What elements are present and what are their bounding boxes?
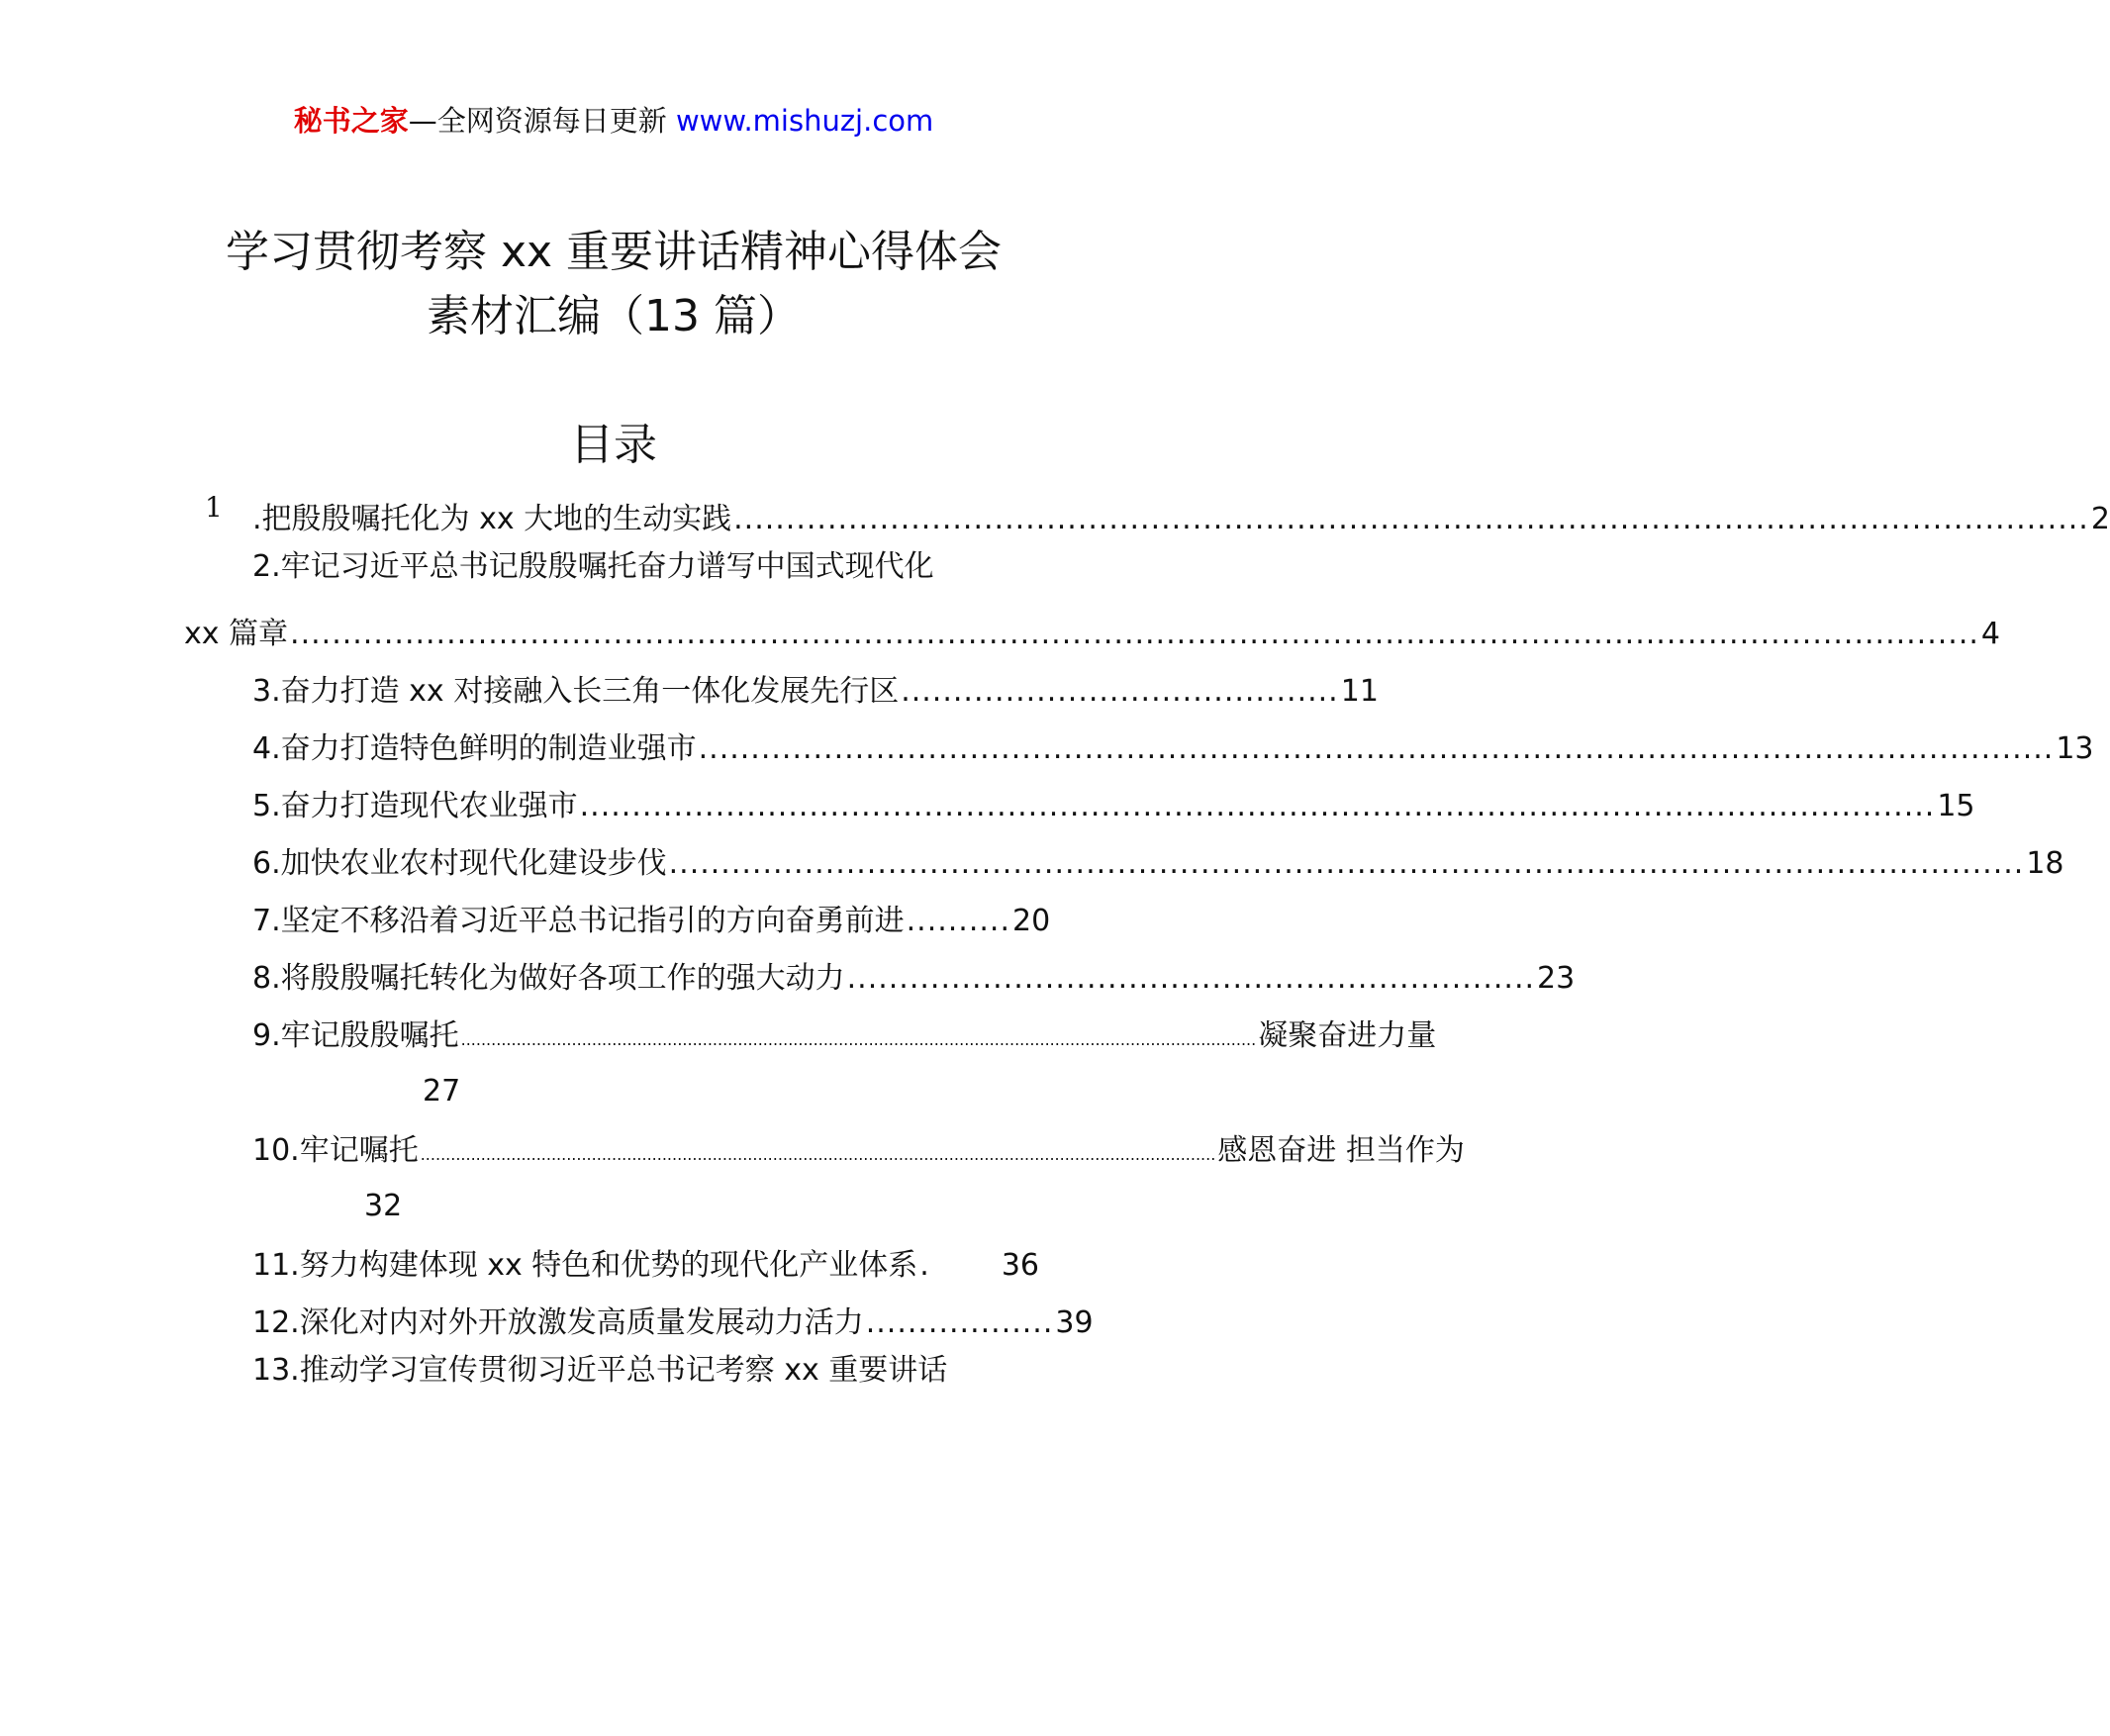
toc-entry-page: 13 xyxy=(2056,731,2094,766)
toc-entry[interactable] xyxy=(252,892,1051,941)
toc-entry[interactable] xyxy=(252,1351,1039,1400)
toc-entry-label: 3.奋力打造 xx 对接融入长三角一体化发展先行区 xyxy=(252,674,900,709)
site-url-link[interactable]: www.mishuzj.com xyxy=(675,104,934,138)
toc-entry-page: 20 xyxy=(1012,904,1051,938)
toc-entry-page: 2 xyxy=(2090,502,2110,536)
toc-entry-page: 15 xyxy=(1937,789,1975,823)
toc-entry-label-suffix: 凝聚奋进力量 xyxy=(1258,1018,1437,1053)
toc-leader-dots: .................................................................................................................................. xyxy=(668,846,2025,881)
header-tagline: —全网资源每日更新 xyxy=(408,104,667,138)
brand-name: 秘书之家 xyxy=(293,104,409,138)
toc-entry-label: 5.奋力打造现代农业强市 xyxy=(252,789,578,823)
toc-entry-page: 11 xyxy=(1340,674,1379,709)
toc-entry-label: 6.加快农业农村现代化建设步伐 xyxy=(252,846,667,881)
toc-leader-dots: .............................................................................................................................................................. xyxy=(420,1145,1216,1164)
toc-entry[interactable] xyxy=(252,834,2064,884)
toc-entry-page[interactable]: 27 xyxy=(423,1074,461,1109)
toc-leader-dots: .............................................................................................................................................................. xyxy=(460,1030,1257,1049)
toc-entry-label: 12.深化对内对外开放激发高质量发展动力活力 xyxy=(252,1305,864,1340)
toc-entry[interactable] xyxy=(252,1007,1437,1056)
toc-entry-page: 39 xyxy=(1055,1305,1094,1340)
toc-leader-dots: .......................................... xyxy=(901,674,1339,709)
toc-entry[interactable] xyxy=(252,720,2094,769)
toc-heading: 目录 xyxy=(570,420,657,470)
toc-entry[interactable] xyxy=(252,662,1379,712)
toc-entry-label-suffix: 感恩奋进 担当作为 xyxy=(1217,1133,1465,1168)
toc-entry-page[interactable]: 32 xyxy=(364,1189,403,1223)
toc-leader-dots: .................................................................................................................................................................. xyxy=(290,617,1979,651)
toc-entry-label: 9.牢记殷殷嘱托 xyxy=(252,1018,459,1053)
document-title-line-2: 素材汇编（13 篇） xyxy=(427,291,801,341)
toc-entry[interactable] xyxy=(252,490,2110,539)
toc-entry[interactable] xyxy=(252,1294,1094,1343)
toc-entry[interactable] xyxy=(252,777,1975,826)
toc-entry-label: 10.牢记嘱托 xyxy=(252,1133,419,1168)
toc-leader-dots: .................................................................................................................................. xyxy=(698,731,2055,766)
toc-entry-label: .把殷殷嘱托化为 xx 大地的生动实践 xyxy=(252,502,732,536)
toc-entry[interactable] xyxy=(252,547,1039,597)
toc-entry[interactable] xyxy=(252,1236,1039,1286)
toc-entry-label: 11.努力构建体现 xx 特色和优势的现代化产业体系 xyxy=(252,1248,918,1283)
toc-entry-label: 13.推动学习宣传贯彻习近平总书记考察 xx 重要讲话 xyxy=(252,1353,948,1388)
toc-entry[interactable] xyxy=(252,949,1576,999)
toc-entry-label: 2.牢记习近平总书记殷殷嘱托奋力谱写中国式现代化 xyxy=(252,549,934,584)
toc-entry-label: 4.奋力打造特色鲜明的制造业强市 xyxy=(252,731,697,766)
toc-entry-continuation[interactable] xyxy=(184,605,2000,654)
toc-entry-page: 4 xyxy=(1980,617,2000,651)
toc-stray-number: 1 xyxy=(205,491,223,524)
toc-entry-label-continued: xx 篇章 xyxy=(184,617,289,651)
toc-leader-dots: .......... xyxy=(906,904,1010,938)
document-title-line-1: 学习贯彻考察 xx 重要讲话精神心得体会 xyxy=(225,227,1003,277)
toc-leader-dots: . xyxy=(919,1248,930,1283)
toc-entry-page: 18 xyxy=(2026,846,2064,881)
toc-entry-label: 7.坚定不移沿着习近平总书记指引的方向奋勇前进 xyxy=(252,904,905,938)
site-header xyxy=(0,101,1227,141)
toc-leader-dots: .................................................................................................................................. xyxy=(579,789,1936,823)
toc-leader-dots: .................................................................. xyxy=(846,961,1536,996)
toc-leader-dots: .................................................................................................................................. xyxy=(733,502,2089,536)
toc-leader-dots: .................. xyxy=(865,1305,1054,1340)
toc-entry-page: 36 xyxy=(1001,1248,1039,1283)
toc-entry[interactable] xyxy=(252,1121,1465,1171)
toc-entry-label: 8.将殷殷嘱托转化为做好各项工作的强大动力 xyxy=(252,961,845,996)
toc-entry-page: 23 xyxy=(1537,961,1576,996)
